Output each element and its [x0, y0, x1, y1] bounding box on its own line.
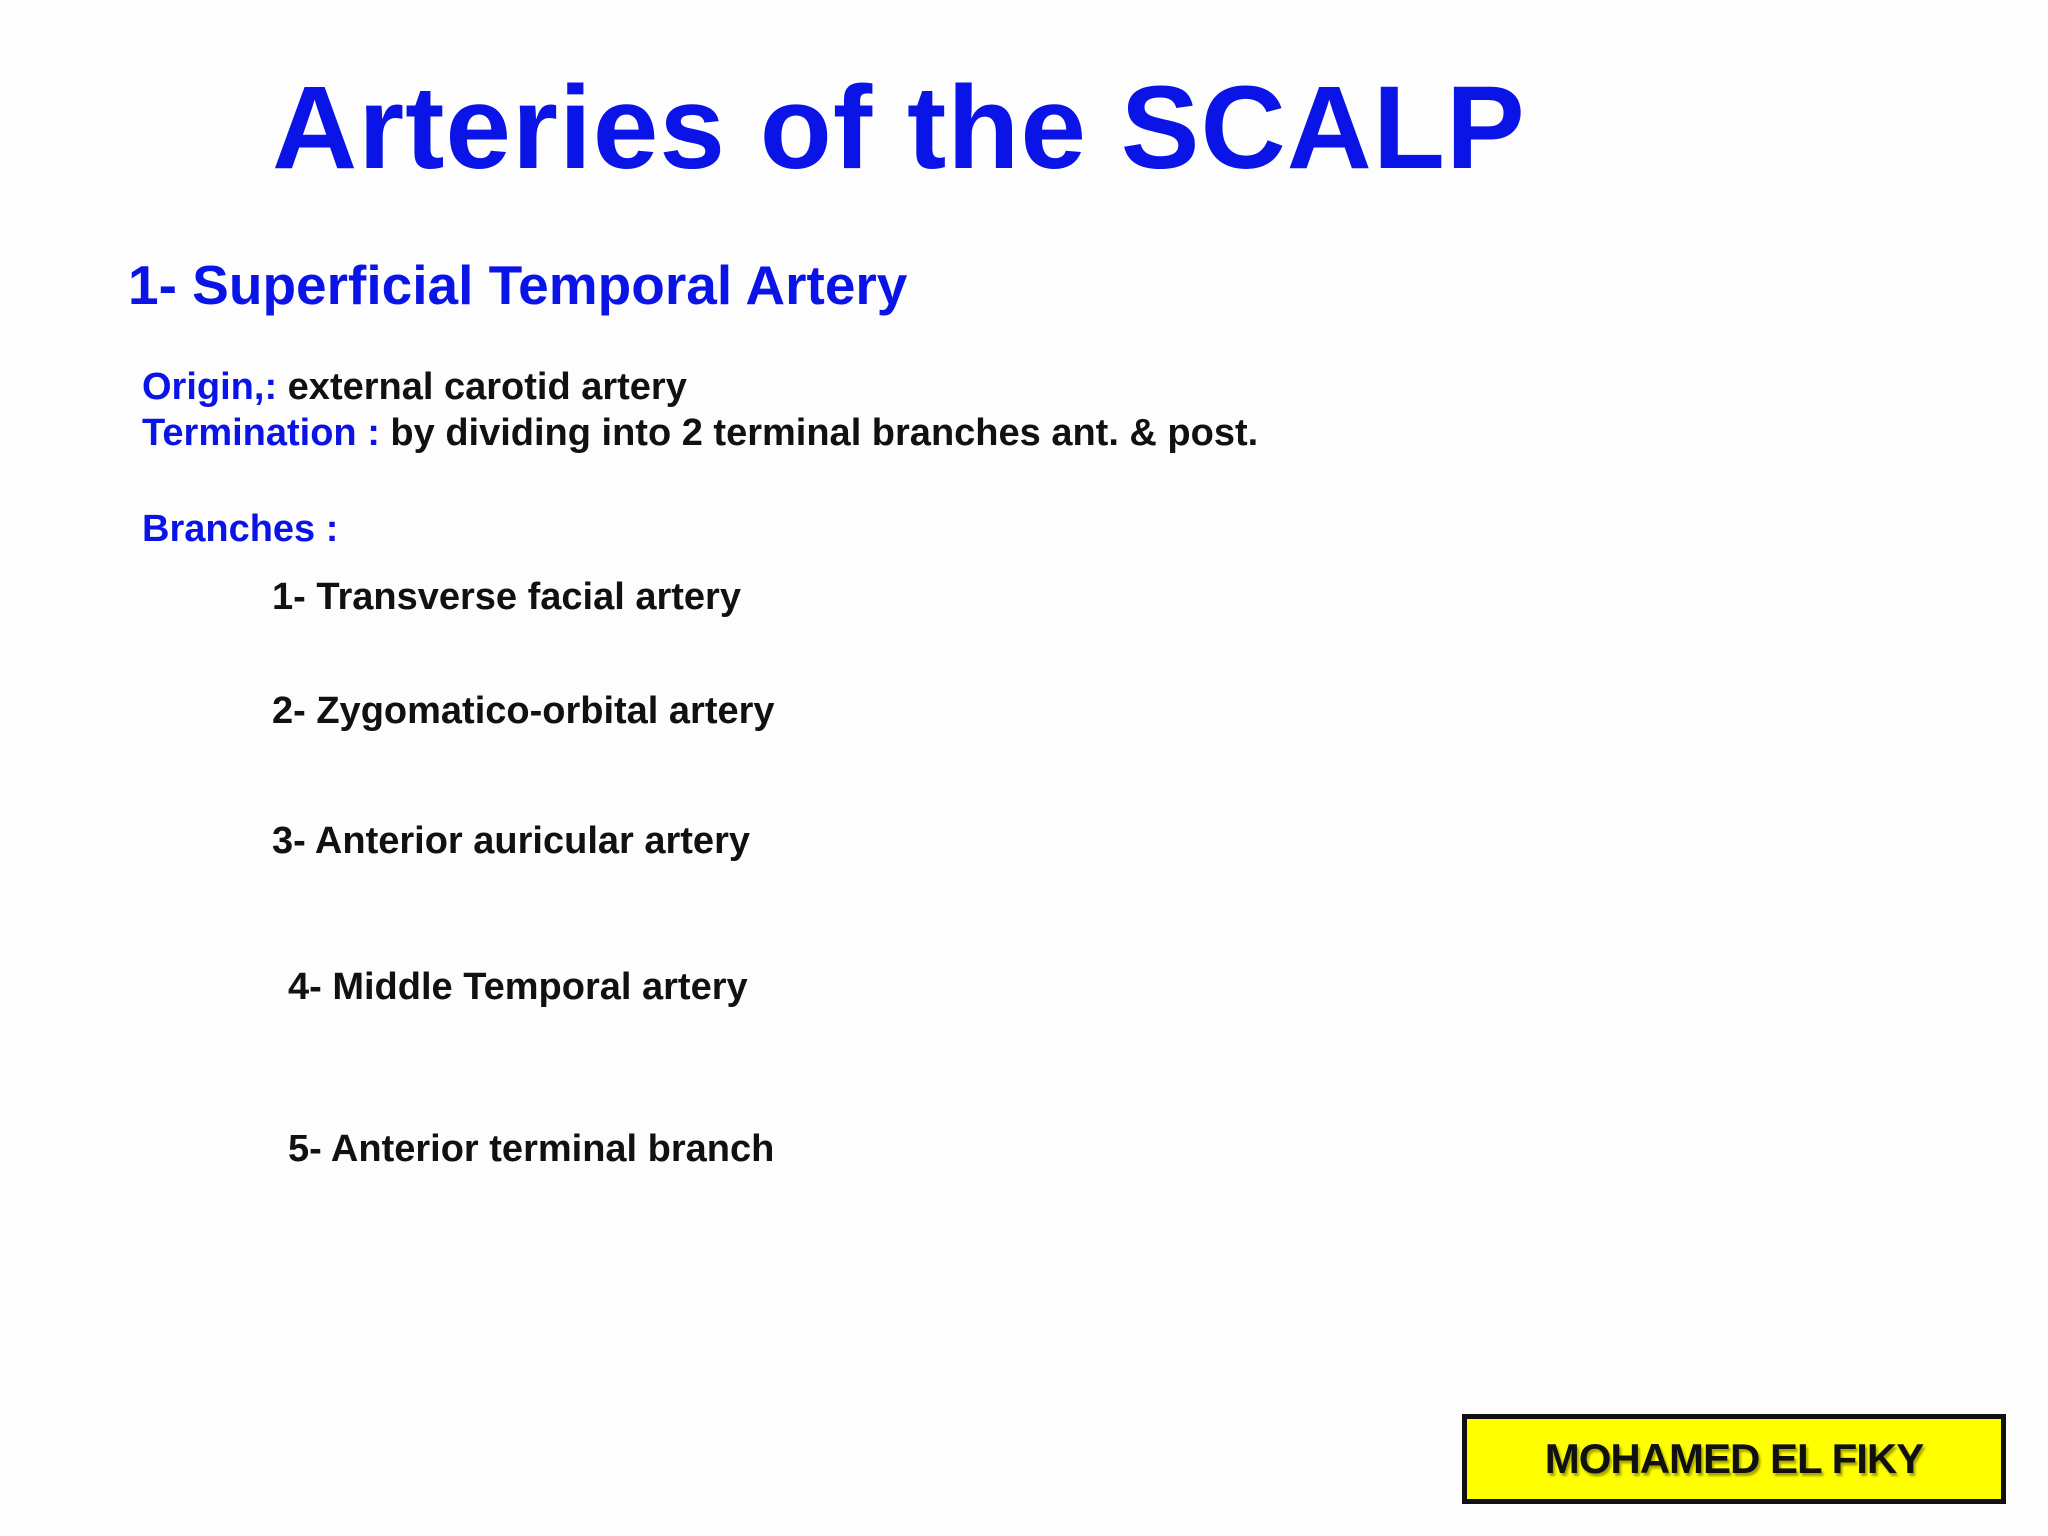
- branch-item-5: 5- Anterior terminal branch: [288, 1128, 775, 1170]
- origin-label: Origin,:: [142, 366, 278, 408]
- branches-heading: Branches :: [142, 508, 339, 550]
- author-name: MOHAMED EL FIKY: [1544, 1435, 1924, 1482]
- branch-item-1: 1- Transverse facial artery: [272, 576, 741, 618]
- origin-value: external carotid artery: [287, 366, 687, 408]
- branch-item-4: 4- Middle Temporal artery: [288, 966, 748, 1008]
- author-badge: [1462, 1414, 2006, 1504]
- branch-item-2: 2- Zygomatico-orbital artery: [272, 690, 775, 732]
- termination-line: [142, 410, 1258, 456]
- branch-item-3: 3- Anterior auricular artery: [272, 820, 750, 862]
- termination-label: Termination :: [142, 412, 380, 454]
- section-heading: 1- Superficial Temporal Artery: [128, 254, 908, 316]
- slide-title: Arteries of the SCALP: [272, 62, 1526, 194]
- origin-line: [142, 364, 687, 410]
- termination-value: by dividing into 2 terminal branches ant. & post.: [390, 412, 1259, 454]
